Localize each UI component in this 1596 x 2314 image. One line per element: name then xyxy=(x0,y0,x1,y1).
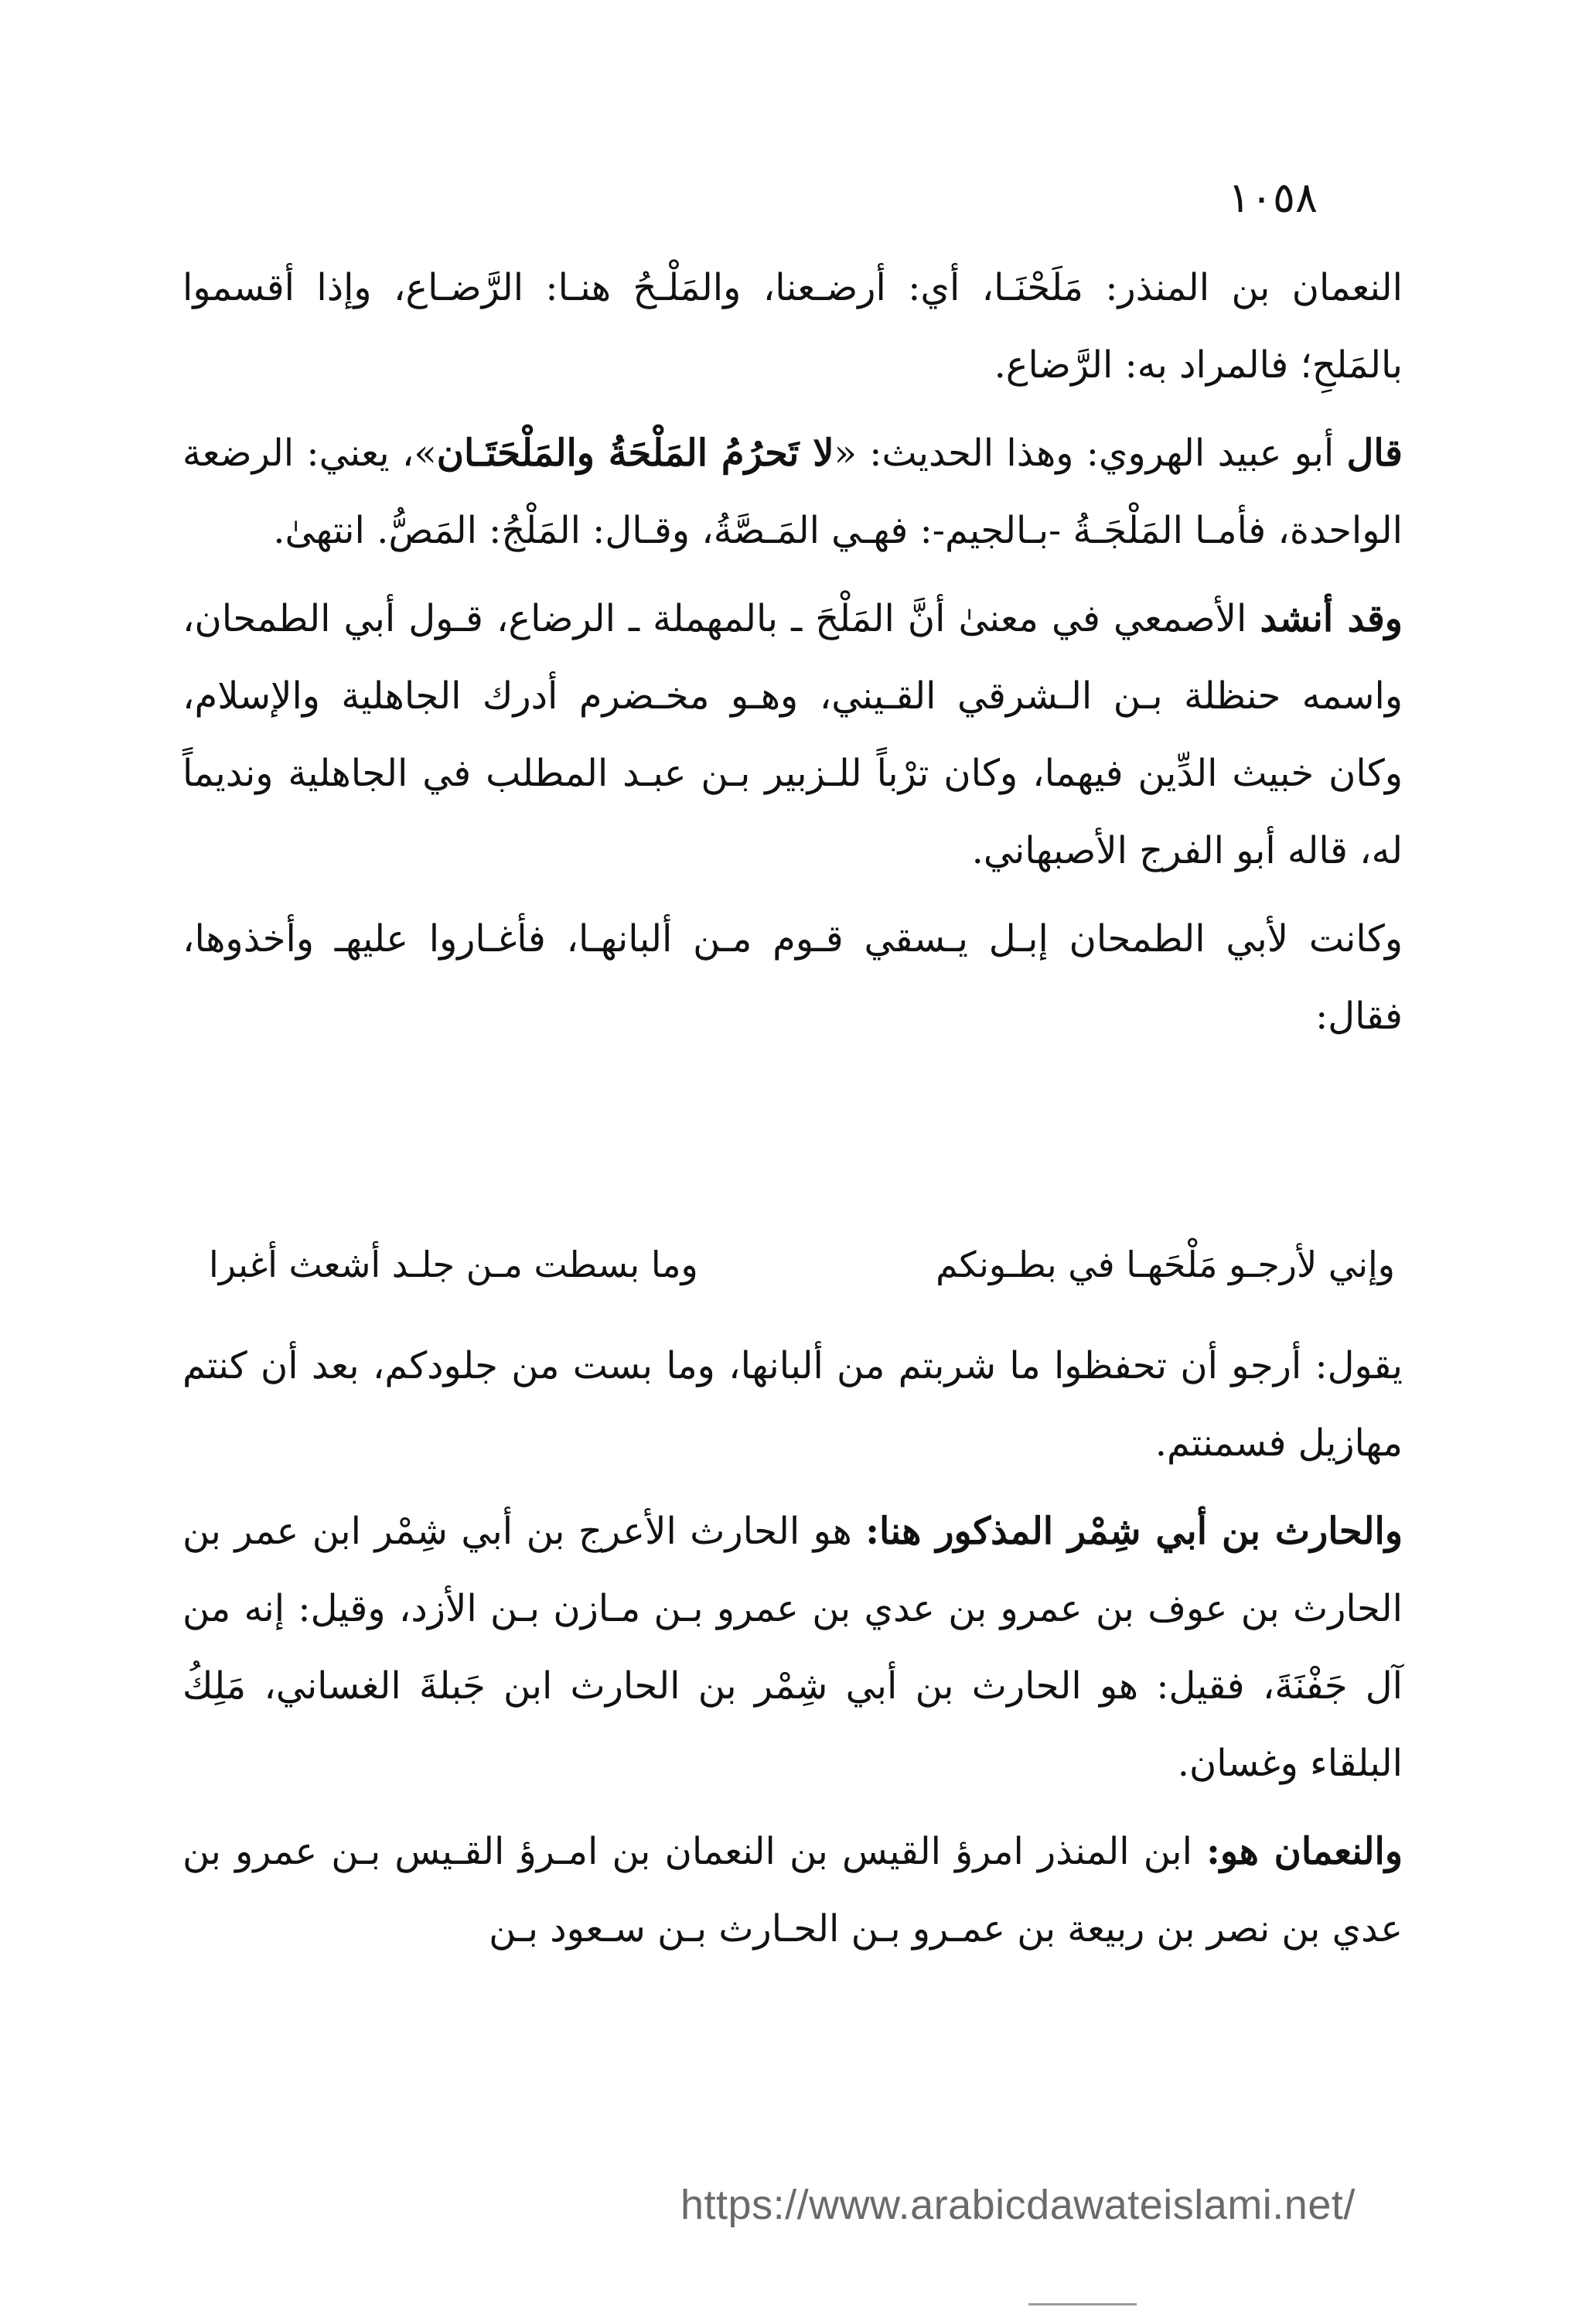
paragraph xyxy=(182,1327,1403,1482)
paragraph-lead: وقد أنشد xyxy=(1260,597,1403,640)
paragraph-lead: والنعمان هو: xyxy=(1206,1830,1403,1873)
paragraph-text: ابن المنذر امرؤ القيس بن النعمان بن امـرؤ القـيس بـن عمرو بن عدي بن نصر بن ربيعة بن عمـرو بـن الحـارث بـن سـعود بـن xyxy=(182,1830,1403,1951)
verse-first-hemistich: وإني لأرجـو مَلْحَهـا في بطـونكم xyxy=(936,1244,1395,1285)
paragraph-lead: قال xyxy=(1346,432,1403,475)
paragraph-text: الأصمعي في معنىٰ أنَّ المَلْحَ ـ بالمهملة ـ الرضاع، قـول أبي الطمحان، واسمه حنظلة بـن الـشرقي القـيني، وهـو مخـضرم أدرك الجاهلية والإسلام، وكان خبيث الدِّين فيهما، وكان ترْباً للـزبير بـن عبـد المطلب في الجاهلية ونديماً له، قاله أبو الفرج الأصبهاني. xyxy=(182,597,1403,872)
paragraph-text: وكانت لأبي الطمحان إبـل يـسقي قـوم مـن ألبانهـا، فأغـاروا عليهـ وأخذوها، فقال: xyxy=(182,917,1403,1038)
paragraph xyxy=(182,1493,1403,1802)
poetry-verse xyxy=(209,1244,1395,1313)
paragraph xyxy=(182,580,1403,889)
paragraph-text: يقول: أرجو أن تحفظوا ما شربتم من ألبانها، وما بست من جلودكم، بعد أن كنتم مهازيل فسمنتم. xyxy=(182,1344,1403,1465)
hadith-quote: لا تَحرُمُ المَلْحَةُ والمَلْحَتَـان xyxy=(436,432,834,475)
page-number: ١٠٥٨ xyxy=(1227,173,1318,222)
paragraph xyxy=(182,900,1403,1055)
paragraph-text: أبو عبيد الهروي: وهذا الحديث: « xyxy=(834,432,1347,475)
paragraph xyxy=(182,249,1403,404)
main-text-upper xyxy=(182,249,1403,1055)
paragraph-text: هو الحارث الأعرج بن أبي شِمْر ابن عمر بن الحارث بن عوف بن عمرو بن عدي بن عمرو بـن مـازن بـن الأزد، وقيل: إنه من آل جَفْنَةَ، فقيل: هو الحارث بن أبي شِمْر بن الحارث ابن جَبلةَ الغساني، مَلِكُ البلقاء وغسان. xyxy=(182,1510,1403,1785)
verse-second-hemistich: وما بسطت مـن جلـد أشعث أغبرا xyxy=(209,1244,698,1285)
paragraph-lead: والحارث بن أبي شِمْر المذكور هنا: xyxy=(865,1510,1403,1553)
main-text-lower xyxy=(182,1327,1403,1968)
paragraph xyxy=(182,415,1403,569)
paragraph xyxy=(182,1813,1403,1968)
paragraph-text: »، يعني: الرضعة الواحدة، فأمـا المَلْجَـةُ -بـالجيم-: فهـي المَـصَّةُ، وقـال: المَلْجُ: المَصُّ. انتهىٰ. xyxy=(182,432,1403,552)
website-watermark: https://www.arabicdawateislami.net/ xyxy=(680,2182,1356,2228)
bottom-divider xyxy=(1028,2303,1137,2305)
paragraph-text: النعمان بن المنذر: مَلَحْنَـا، أي: أرضـعنا، والمَلْـحُ هنـا: الرَّضـاع، وإذا أقسموا بالمَلحِ؛ فالمراد به: الرَّضاع. xyxy=(182,266,1403,387)
